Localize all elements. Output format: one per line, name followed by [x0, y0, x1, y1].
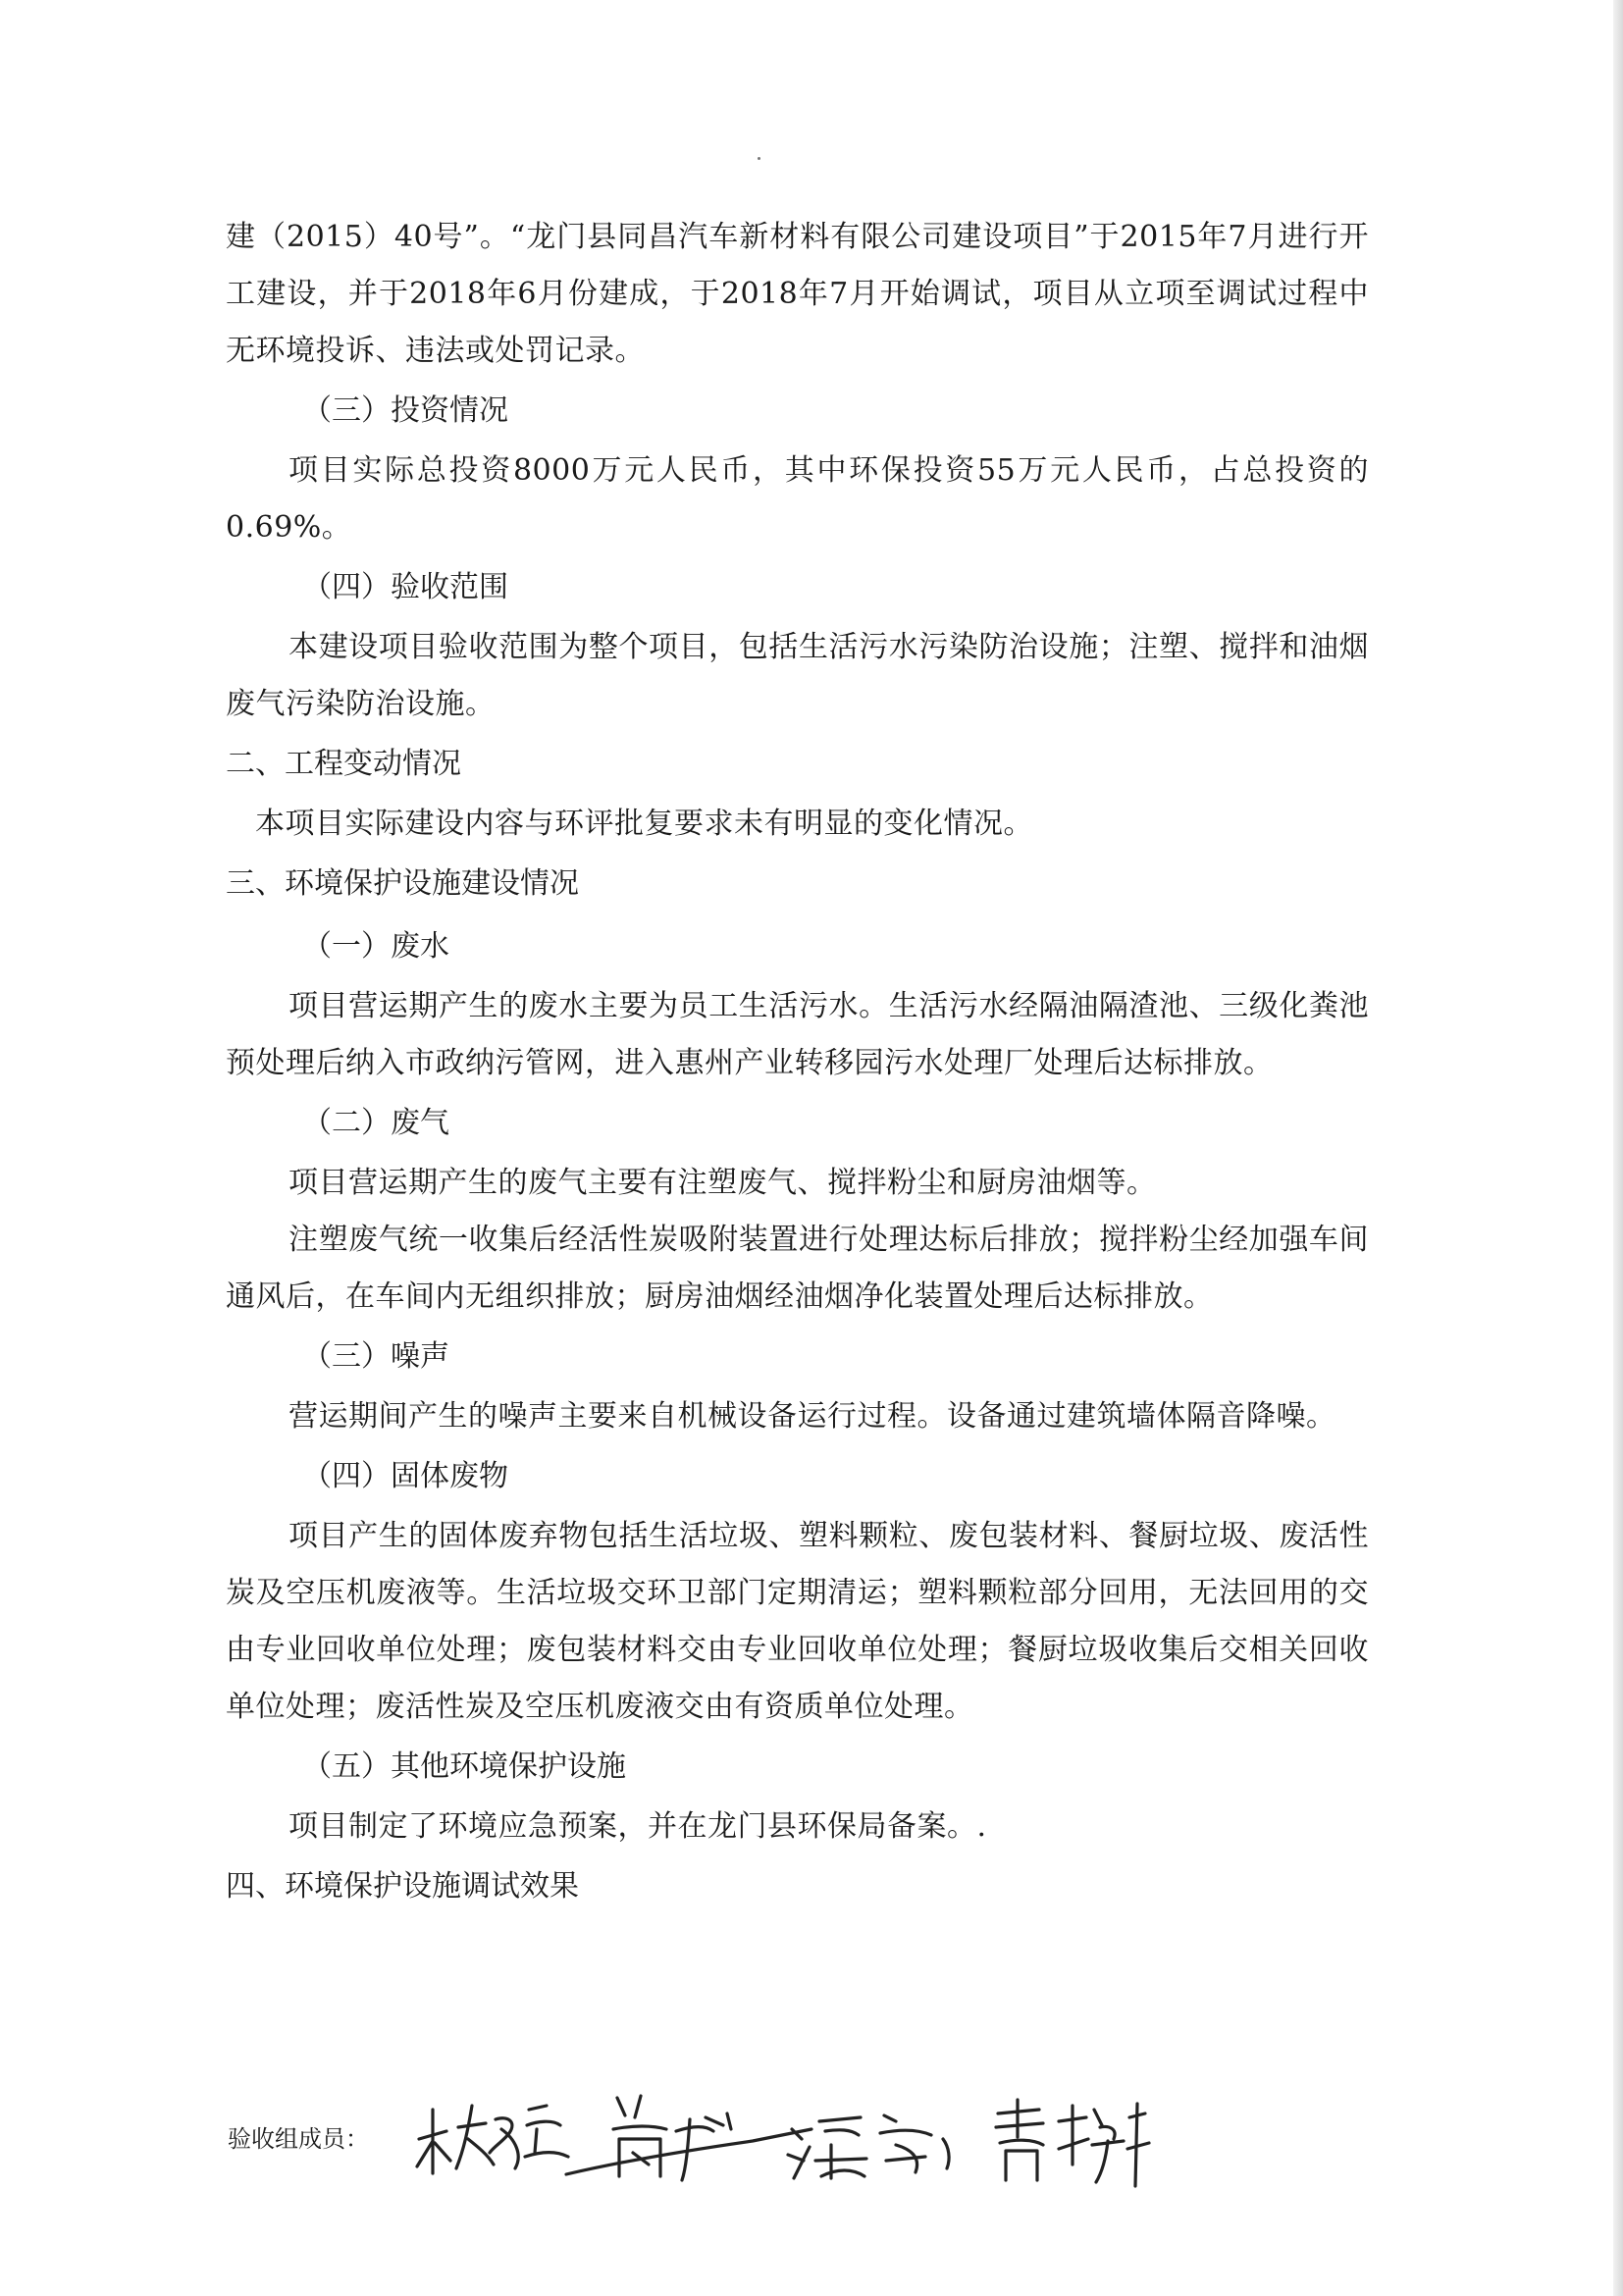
section2-paragraph: 本项目实际建设内容与环评批复要求未有明显的变化情况。: [255, 807, 1033, 841]
document-body: [226, 209, 1369, 1918]
scan-dot: [758, 157, 760, 160]
signature-row: [228, 2070, 1405, 2198]
investment-heading: （三）投资情况: [302, 393, 508, 428]
other-facilities-paragraph: 项目制定了环境应急预案，并在龙门县环保局备案。.: [288, 1809, 987, 1844]
handwritten-signatures: [399, 2070, 1341, 2198]
scope-paragraph: 本建设项目验收范围为整个项目，包括生活污水污染防治设施；注塑、搅拌和油烟废气污染防治设施。: [226, 630, 1369, 721]
investment-paragraph: 项目实际总投资8000万元人民币，其中环保投资55万元人民币，占总投资的0.69%。: [226, 453, 1369, 545]
signature-3: [788, 2115, 949, 2178]
section2-heading: 二、工程变动情况: [226, 747, 461, 781]
waste-gas-heading: （二）废气: [302, 1106, 449, 1140]
waste-gas-paragraph-2: 注塑废气统一收集后经活性炭吸附装置进行处理达标后排放；搅拌粉尘经加强车间通风后，在车间内无组织排放；厨房油烟经油烟净化装置处理后达标排放。: [226, 1223, 1369, 1314]
wastewater-paragraph: 项目营运期产生的废水主要为员工生活污水。生活污水经隔油隔渣池、三级化粪池预处理后纳入市政纳污管网，进入惠州产业转移园污水处理厂处理后达标排放。: [226, 989, 1369, 1080]
other-facilities-heading: （五）其他环境保护设施: [302, 1749, 626, 1784]
scope-heading: （四）验收范围: [302, 570, 508, 604]
noise-heading: （三）噪声: [302, 1339, 449, 1374]
page-edge: [1613, 0, 1623, 2296]
signature-1: [417, 2106, 568, 2173]
section4-heading: 四、环境保护设施调试效果: [226, 1869, 579, 1904]
noise-paragraph: 营运期间产生的噪声主要来自机械设备运行过程。设备通过建筑墙体隔音降噪。: [288, 1399, 1336, 1434]
section3-heading: 三、环境保护设施建设情况: [226, 866, 579, 901]
solid-waste-heading: （四）固体废物: [302, 1459, 508, 1493]
signature-4: [996, 2100, 1149, 2186]
signature-label: 验收组成员：: [228, 2125, 369, 2153]
wastewater-heading: （一）废水: [302, 929, 449, 964]
waste-gas-paragraph-1: 项目营运期产生的废气主要有注塑废气、搅拌粉尘和厨房油烟等。: [288, 1166, 1157, 1200]
signature-2: [566, 2096, 812, 2180]
intro-paragraph: 建（2015）40号”。“龙门县同昌汽车新材料有限公司建设项目”于2015年7月进行开工建设，并于2018年6月份建成，于2018年7月开始调试，项目从立项至调试过程中无环境投诉、违法或处罚记录。: [226, 220, 1369, 368]
solid-waste-paragraph: 项目产生的固体废弃物包括生活垃圾、塑料颗粒、废包装材料、餐厨垃圾、废活性炭及空压机废液等。生活垃圾交环卫部门定期清运；塑料颗粒部分回用，无法回用的交由专业回收单位处理；废包装材料交由专业回收单位处理；餐厨垃圾收集后交相关回收单位处理；废活性炭及空压机废液交由有资质单位处理。: [226, 1519, 1369, 1724]
